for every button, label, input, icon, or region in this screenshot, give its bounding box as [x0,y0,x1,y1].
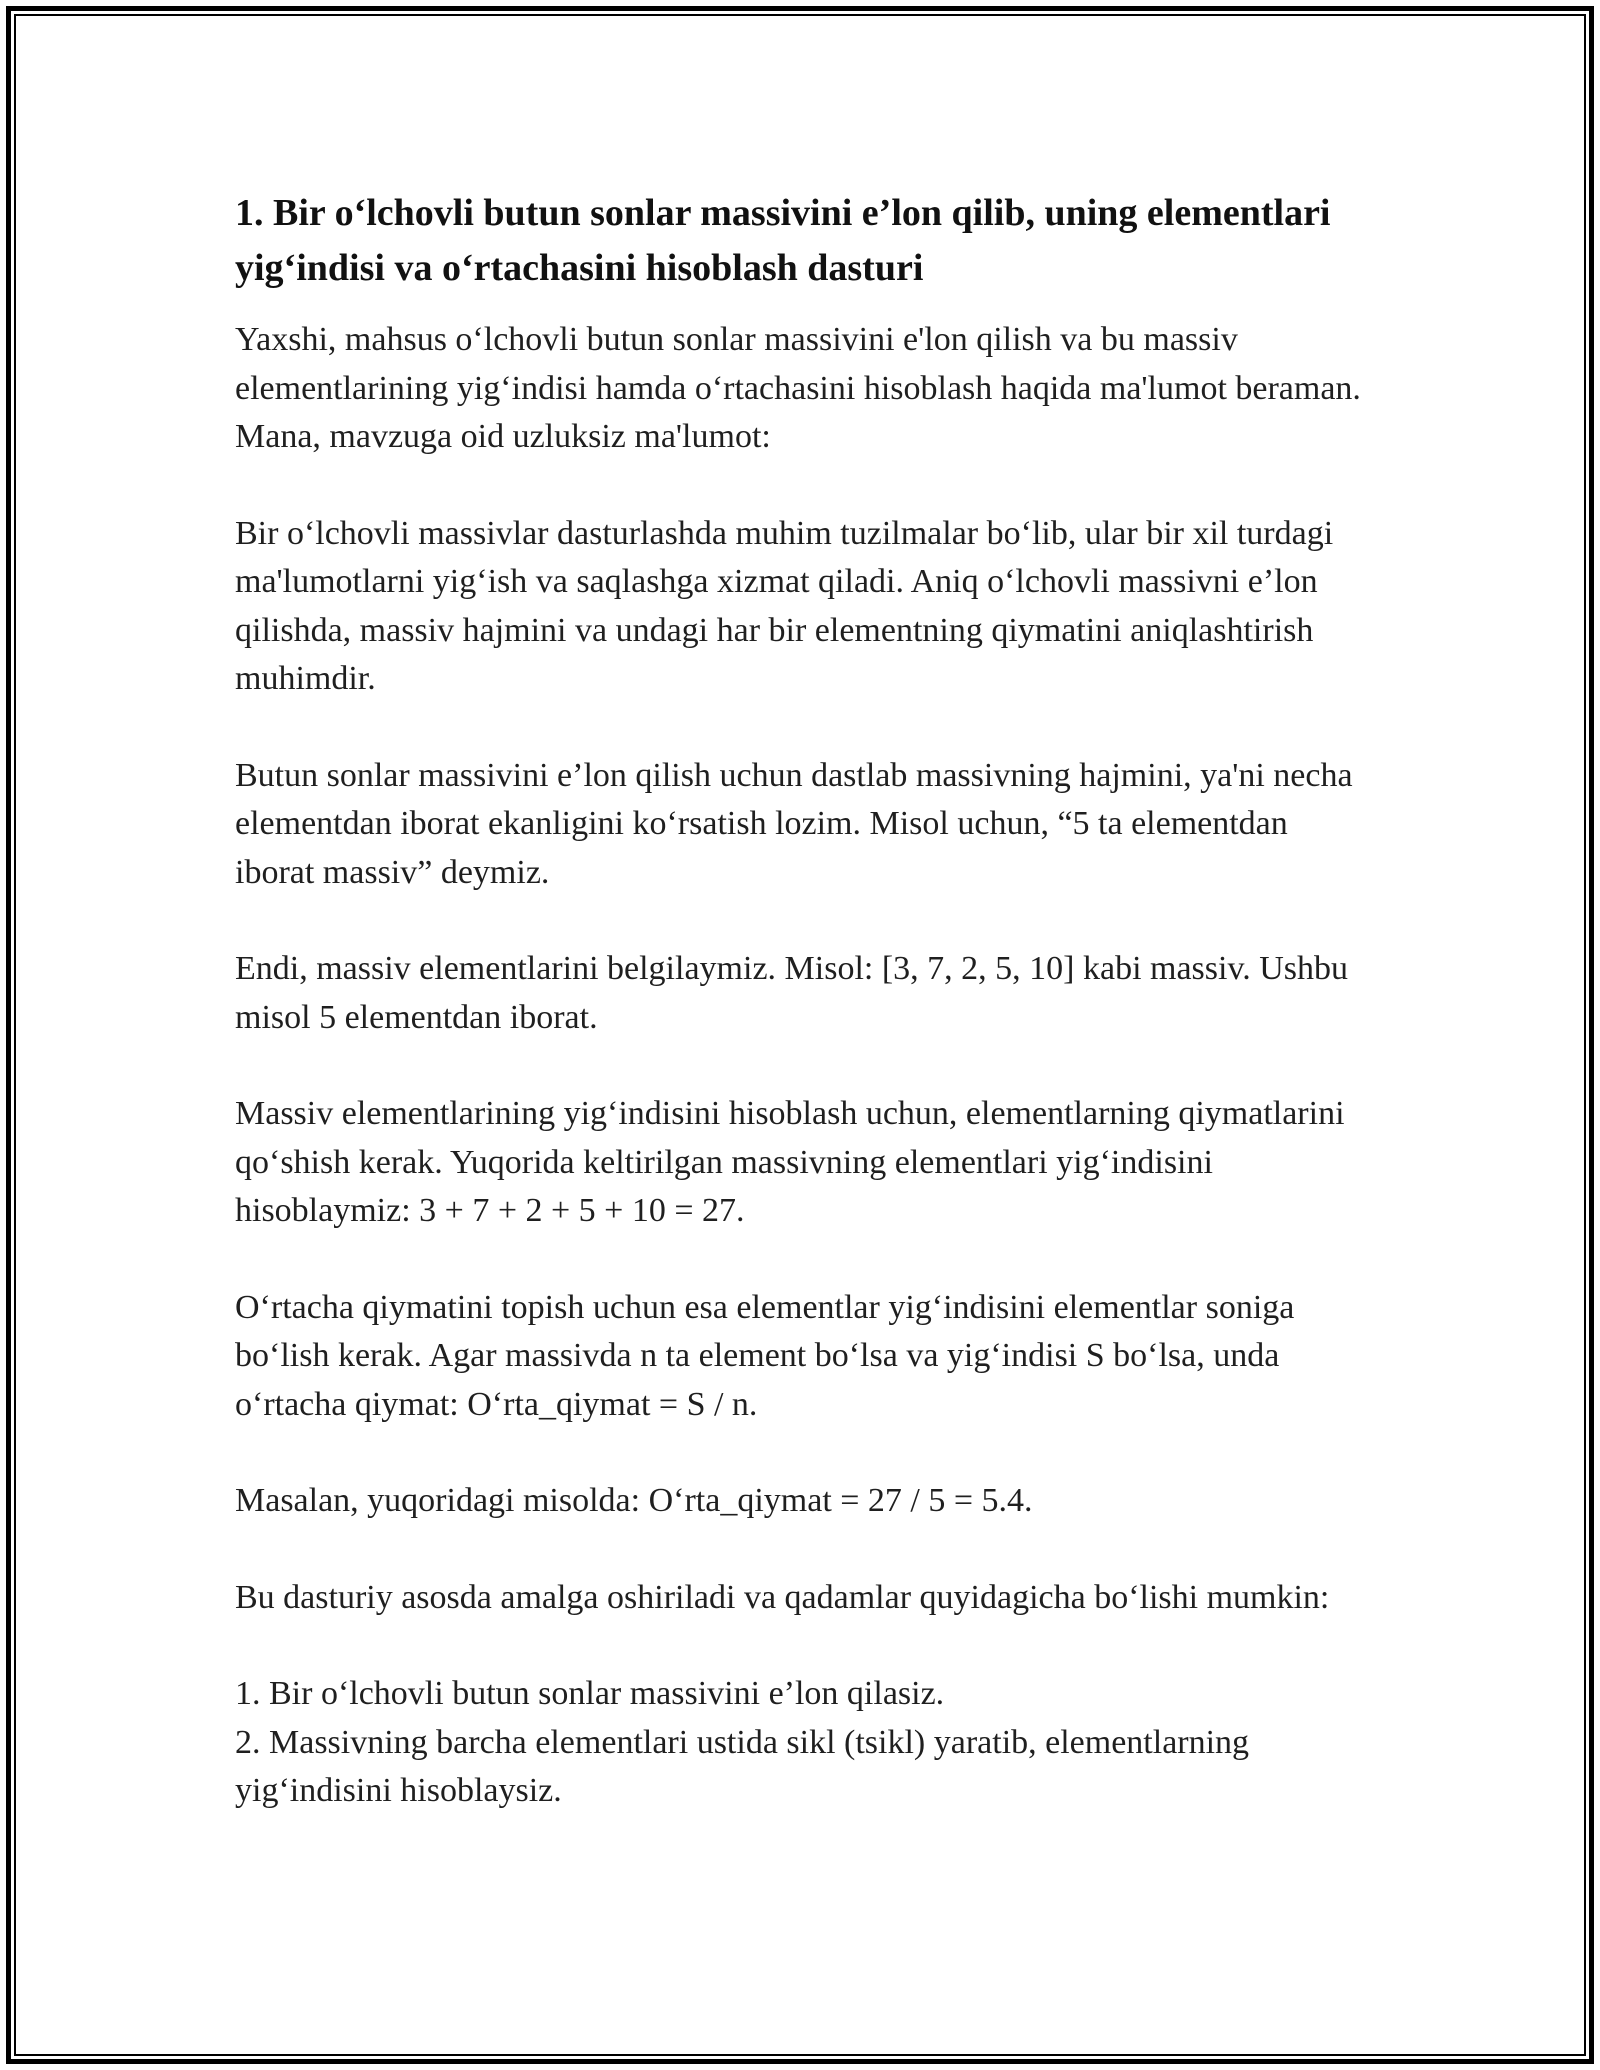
list-item: 2. Massivning barcha elementlari ustida sikl (tsikl) yaratib, elementlarning yig‘indisini hisoblaysiz. [235,1723,1250,1809]
steps-list [235,1670,1365,1816]
paragraph-intro: Yaxshi, mahsus o‘lchovli butun sonlar massivini e'lon qilish va bu massiv elementlarining yig‘indisi hamda o‘rtachasini hisoblash haqida ma'lumot beraman. Mana, mavzuga oid uzluksiz ma'lumot: [235,321,1361,455]
list-item: 1. Bir o‘lchovli butun sonlar massivini e’lon qilasiz. [235,1675,945,1712]
document-body [235,186,1365,1816]
paragraph-average-example: Masalan, yuqoridagi misolda: O‘rta_qiymat = 27 / 5 = 5.4. [235,1482,1033,1519]
paragraph-steps-intro: Bu dasturiy asosda amalga oshiriladi va qadamlar quyidagicha bo‘lishi mumkin: [235,1578,1330,1616]
paragraph-array-example: Endi, massiv elementlarini belgilaymiz. Misol: [3, 7, 2, 5, 10] kabi massiv. Ushbu misol 5 elementdan iborat. [235,950,1349,1036]
paragraph-average-formula: O‘rtacha qiymatini topish uchun esa elementlar yig‘indisini elementlar soniga bo‘lish kerak. Agar massivda n ta element bo‘lsa va yig‘indisi S bo‘lsa, unda o‘rtacha qiymat: O‘rta_qiymat = S / n. [235,1288,1295,1423]
paragraph-sum-calculation: Massiv elementlarining yig‘indisini hisoblash uchun, elementlarning qiymatlarini qo‘shish kerak. Yuqorida keltirilgan massivning elementlari yig‘indisini hisoblaymiz: 3 + 7 + 2 + 5 + 10 = 27. [235,1095,1345,1229]
document-title: 1. Bir o‘lchovli butun sonlar massivini e’lon qilib, uning elementlari yig‘indisi va o‘rtachasini hisoblash dasturi [235,192,1331,289]
paragraph-array-declaration: Butun sonlar massivini e’lon qilish uchun dastlab massivning hajmini, ya'ni necha elementdan iborat ekanligini ko‘rsatish lozim. Misol uchun, “5 ta elementdan iborat massiv” deymiz. [235,756,1353,891]
paragraph-one-dimensional-arrays: Bir o‘lchovli massivlar dasturlashda muhim tuzilmalar bo‘lib, ular bir xil turdagi ma'lumotlarni yig‘ish va saqlashga xizmat qiladi. Aniq o‘lchovli massivni e’lon qilishda, massiv hajmini va undagi har bir elementning qiymatini aniqlashtirish muhimdir. [235,514,1334,697]
